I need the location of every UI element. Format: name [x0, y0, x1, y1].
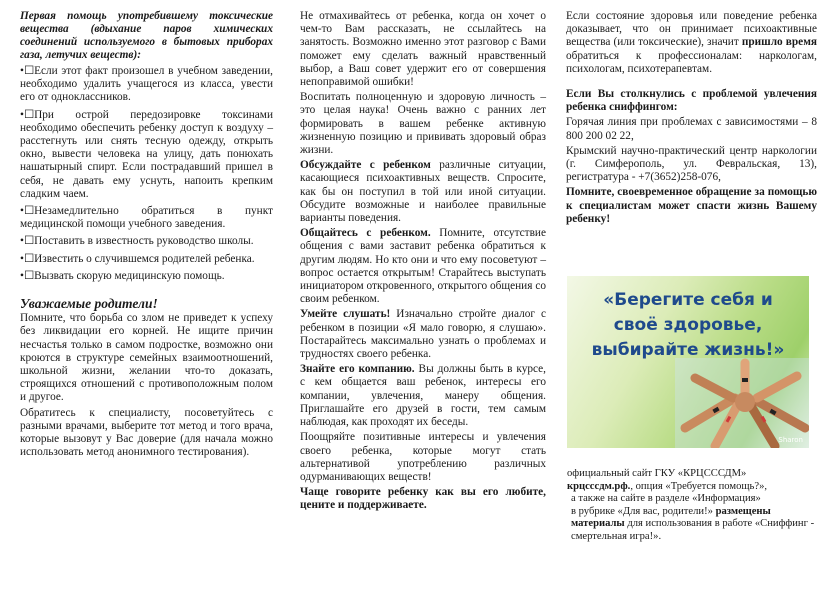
first-aid-item: •☐Вызвать скорую медицинскую помощь. — [20, 269, 225, 282]
website-line: официальный сайт ГКУ «КРЦСССДМ» — [567, 468, 747, 479]
column-help — [566, 10, 817, 228]
advice-text: Помните, отсутствие общения с вами заставит ребенка обратиться к другим людям. Но кто они и что ему посоветуют – вопрос остается открытым! Старайтесь выступать инициатором откровенного, открытого общения со своим ребенком. — [300, 227, 546, 306]
website-line — [567, 481, 817, 494]
advice-bold: Чаще говорите ребенку как вы его любите, цените и поддерживаете. — [300, 486, 546, 512]
website-text: в рубрике «Для вас, родители!» — [571, 505, 716, 517]
advice-paragraph — [300, 227, 546, 306]
first-aid-item: •☐Известить о случившемся родителей ребенка. — [20, 252, 255, 265]
advice-closing — [300, 486, 546, 512]
help-reminder — [566, 186, 817, 226]
slogan-line: «Берегите себя и — [603, 290, 773, 310]
website-info — [567, 468, 817, 544]
advice-paragraph: Поощряйте позитивные интересы и увлечения своего ребенка, которые могут стать альтернативой употреблению различных одурманивающих веществ! — [300, 431, 546, 483]
website-text: для использования в работе «Сниффинг - смертельная игра!». — [571, 518, 815, 542]
first-aid-item: •☐Незамедлительно обратиться в пункт медицинской помощи учебного заведения. — [20, 205, 273, 231]
slogan-banner — [567, 276, 809, 448]
help-text: обратиться к профессионалам: наркологам, психологам, психотерапевтам. — [566, 49, 817, 75]
clinic-address: Крымский научно-практический центр наркологии (г. Симферополь, ул. Февральская, 13), регистратура - +7(3652)258-076, — [566, 144, 817, 184]
help-heading — [566, 88, 817, 114]
parents-paragraph: Помните, что борьба со злом не приведет к успеху без ликвидации его корней. Не ищите причин несчастья только в самом подростке, возможно они кроются в структуре семейных взаимоотношений, школьной жизни, желании что-то доказать, строящихся отношений с противоположным полом и другое. — [20, 312, 273, 404]
advice-bold: Умейте слушать! — [300, 308, 391, 321]
hotline: Горячая линия при проблемах с зависимостями – 8 800 200 02 22, — [566, 116, 817, 142]
slogan-line: своё здоровье, — [613, 315, 763, 335]
first-aid-item: •☐Если этот факт произошел в учебном заведении, необходимо удалить учащегося из класса, увести его от одноклассников. — [20, 65, 273, 104]
parents-paragraph: Обратитесь к специалисту, посоветуйтесь с разными врачами, выберите тот метод и того врача, которые вызовут у Вас доверие (для начала можно использовать метод анонимного тестирования). — [20, 406, 273, 459]
image-credit: Sharon — [778, 436, 803, 444]
advice-text: Изначально стройте диалог с ребенком в позиции «Я мало говорю, я слушаю». Постарайтесь максимально узнать о проблемах и трудностях своего ребенка. — [300, 308, 546, 361]
help-bold: Если Вы столкнулись с проблемой увлечения ребенка сниффингом: — [566, 88, 817, 114]
website-line — [567, 506, 817, 544]
advice-bold: Обсуждайте с ребенком — [300, 159, 431, 172]
help-paragraph — [566, 10, 817, 76]
website-text: , опция «Требуется помощь?», — [630, 480, 768, 492]
column-advice — [300, 10, 546, 515]
website-bold: размещены материалы — [571, 505, 771, 530]
hands-together-image — [675, 358, 809, 448]
advice-paragraph — [300, 308, 546, 361]
first-aid-item: •☐Поставить в известность руководство школы. — [20, 235, 254, 248]
advice-paragraph — [300, 159, 546, 225]
slogan-text — [567, 288, 809, 363]
first-aid-item: •☐При острой передозировке токсинами необходимо обеспечить ребенку доступ к воздуху – расстегнуть или снять тесную одежду, открыть окно, вывести человека на улицу, дать понюхать нашатырный спирт. Если пострадавший пришел в себя, не давать ему уснуть, напоить крепким сладким чаем. — [20, 108, 273, 200]
advice-paragraph: Не отмахивайтесь от ребенка, когда он хочет о чем-то Вам рассказать, не ссылайтесь на занятость. Возможно именно этот разговор с Вами поможет ему сделать важный нравственный выбор, а Ваш совет удержит его от совершения непоправимой ошибки! — [300, 10, 546, 89]
first-aid-heading: Первая помощь употребившему токсические вещества (вдыхание паров химических соединений используемого в бытовых приборах газа, летучих веществ): — [20, 10, 273, 61]
advice-bold: Знайте его компанию. — [300, 363, 415, 376]
parents-heading: Уважаемые родители! — [20, 296, 158, 312]
help-bold: Помните, своевременное обращение за помощью к специалистам может спасти жизнь Вашему ребенку! — [566, 186, 817, 225]
advice-bold: Общайтесь с ребенком. — [300, 227, 431, 240]
help-bold: пришло время — [741, 36, 817, 49]
advice-paragraph — [300, 363, 546, 429]
slogan-line: выбирайте жизнь!» — [591, 340, 785, 360]
column-first-aid — [20, 10, 273, 461]
advice-paragraph: Воспитать полноценную и здоровую личность – это целая наука! Очень важно с ранних лет формировать в вашем ребенке активную жизненную позицию и прививать здоровый образ жизни. — [300, 91, 546, 157]
help-text: Если состояние здоровья или поведение ребенка доказывает, что он принимает психоактивные вещества (или токсические), значит — [566, 10, 817, 49]
website-line: а также на сайте в разделе «Информация» — [571, 493, 761, 505]
advice-text: Вы должны быть в курсе, с кем общается ваш ребенок, интересы его компании, увлечения, манеру общения. Приглашайте его друзей в гости, тем самым наблюдая, как проходят их беседы. — [300, 363, 546, 429]
website-link[interactable]: крцсссдм.рф. — [567, 480, 631, 492]
advice-text: различные ситуации, касающиеся психоактивных веществ. Спросите, как бы он поступил в той или иной ситуации. Обсудите возможные и наиболее правильные варианты поведения. — [300, 159, 546, 225]
